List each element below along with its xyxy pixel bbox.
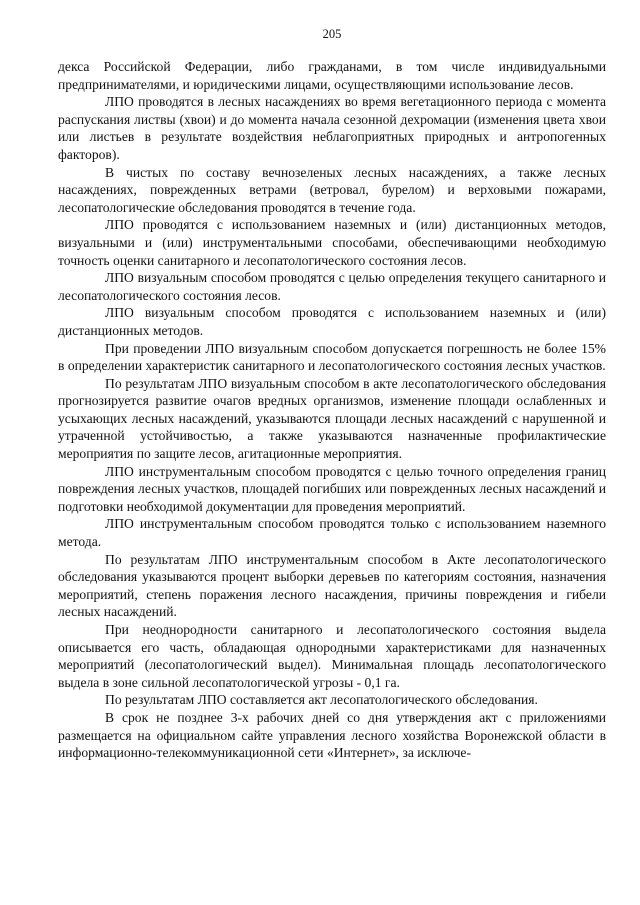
paragraph-10: ЛПО инструментальным способом проводятся только с использованием наземного метода. — [58, 516, 606, 550]
paragraph-8: По результатам ЛПО визуальным способом в акте лесопатологического обследования прогнозируется развитие очагов вредных организмов, изменение площади ослабленных и усыхающих лесных насаждений, указываются площади лесных насаждений с нарушенной и утраченной устойчивостью, а также указываются назначенные профилактические мероприятия по защите лесов, агитационные мероприятия. — [58, 375, 606, 462]
paragraph-7: При проведении ЛПО визуальным способом допускается погрешность не более 15% в определении характеристик санитарного и лесопатологического состояния лесных участков. — [58, 340, 606, 374]
paragraph-12: При неоднородности санитарного и лесопатологического состояния выдела описывается его часть, обладающая однородными характеристиками для назначенных мероприятий (лесопатологический выдел). Минимальная площадь лесопатологического выдела в зоне сильной лесопатологической угрозы - 0,1 га. — [58, 622, 606, 690]
paragraph-1: декса Российской Федерации, либо гражданами, в том числе индивидуальными предпринимателями, и юридическими лицами, осуществляющими использование лесов. — [58, 59, 606, 92]
paragraph-5: ЛПО визуальным способом проводятся с целью определения текущего санитарного и лесопатологического состояния лесов. — [58, 270, 606, 303]
paragraph-11: По результатам ЛПО инструментальным способом в Акте лесопатологического обследования указываются процент выборки деревьев по категориям состояния, назначения мероприятий, степень поражения лесного насаждения, причины повреждения и гибели лесных насаждений. — [58, 551, 606, 620]
paragraph-3: В чистых по составу вечнозеленых лесных насаждениях, а также лесных насаждениях, поврежденных ветрами (ветровал, бурелом) и верховыми пожарами, лесопатологические обследования проводятся в течение года. — [58, 164, 606, 215]
paragraph-13: По результатам ЛПО составляется акт лесопатологического обследования. — [105, 692, 538, 708]
paragraph-14: В срок не позднее 3-х рабочих дней со дня утверждения акт с приложениями размещается на официальном сайте управления лесного хозяйства Воронежской области в информационно-телекоммуникационной сети «Интернет», за исключе- — [58, 709, 606, 761]
page-number: 205 — [322, 27, 342, 41]
paragraph-4: ЛПО проводятся с использованием наземных и (или) дистанционных методов, визуальными и (или) инструментальными способами, обеспечивающими необходимую точность оценки санитарного и лесопатологического состояния лесов. — [58, 217, 606, 268]
paragraph-2: ЛПО проводятся в лесных насаждениях во время вегетационного периода с момента распускания листвы (хвои) и до момента начала сезонной дехромации (изменения цвета хвои или листьев в результате воздействия неблагоприятных природных и антропогенных факторов). — [58, 94, 606, 162]
paragraph-6: ЛПО визуальным способом проводятся с использованием наземных и (или) дистанционных методов. — [58, 305, 606, 338]
body-text — [58, 58, 606, 762]
paragraph-9: ЛПО инструментальным способом проводятся с целью точного определения границ повреждения лесных участков, площадей погибших или поврежденных лесных насаждений и подготовки необходимой документации для проведения мероприятий. — [58, 463, 606, 514]
document-page — [58, 26, 606, 762]
